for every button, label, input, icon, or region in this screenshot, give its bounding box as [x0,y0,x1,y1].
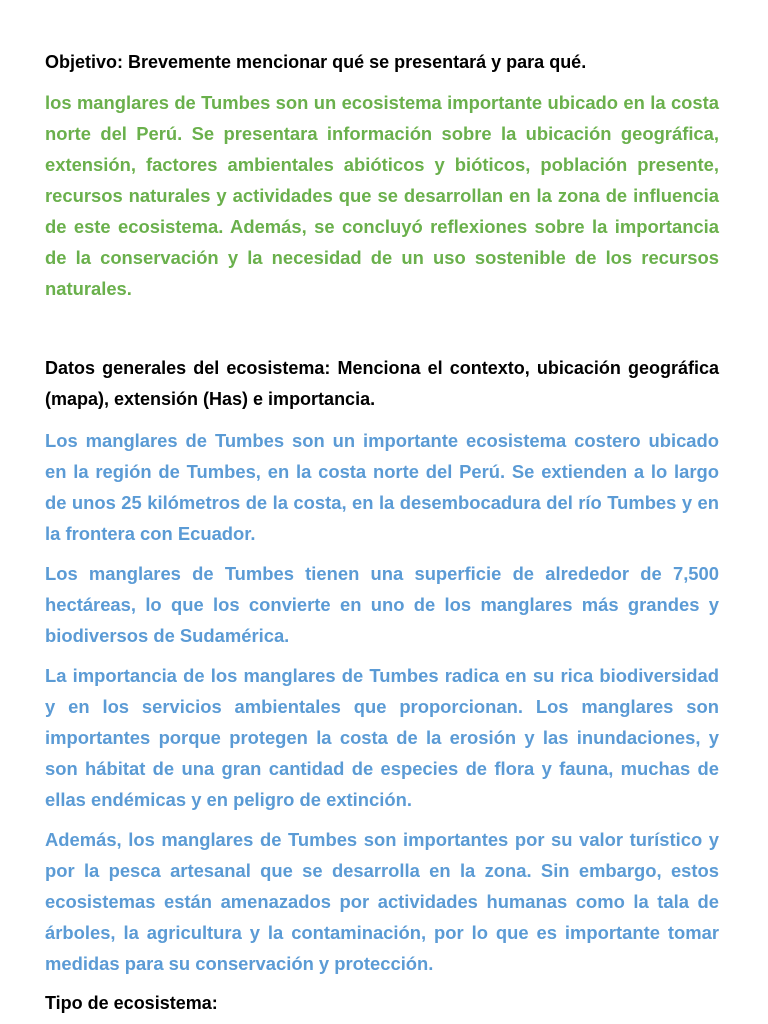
general-paragraph-extension: Los manglares de Tumbes tienen una superficie de alrededor de 7,500 hectáreas, lo que los convierte en uno de los manglares más grandes y biodiversos de Sudamérica. [45,563,719,646]
general-data-heading: Datos generales del ecosistema: Menciona el contexto, ubicación geográfica (mapa), extensión (Has) e importancia. [45,358,719,409]
general-paragraph-threats: Además, los manglares de Tumbes son importantes por su valor turístico y por la pesca artesanal que se desarrolla en la zona. Sin embargo, estos ecosistemas están amenazados por actividades humanas como la tala de árboles, la agricultura y la contaminación, por lo que es importante tomar medidas para su conservación y protección. [45,829,719,974]
general-paragraph-importance: La importancia de los manglares de Tumbes radica en su rica biodiversidad y en los servicios ambientales que proporcionan. Los manglares son importantes porque protegen la costa de la erosión y las inundaciones, y son hábitat de una gran cantidad de especies de flora y fauna, muchas de ellas endémicas y en peligro de extinción. [45,665,719,810]
ecosystem-type-heading: Tipo de ecosistema: [45,993,218,1013]
objective-text: los manglares de Tumbes son un ecosistema importante ubicado en la costa norte del Perú. Se presentara información sobre la ubicación geográfica, extensión, factores ambientales abióticos y bióticos, población presente, recursos naturales y actividades que se desarrollan en la zona de influencia de este ecosistema. Además, se concluyó reflexiones sobre la importancia de la conservación y la necesidad de un uso sostenible de los recursos naturales. [45,92,719,299]
general-paragraph-location: Los manglares de Tumbes son un importante ecosistema costero ubicado en la región de Tumbes, en la costa norte del Perú. Se extienden a lo largo de unos 25 kilómetros de la costa, en la desembocadura del río Tumbes y en la frontera con Ecuador. [45,430,719,544]
objective-heading: Objetivo: Brevemente mencionar qué se presentará y para qué. [45,52,587,72]
